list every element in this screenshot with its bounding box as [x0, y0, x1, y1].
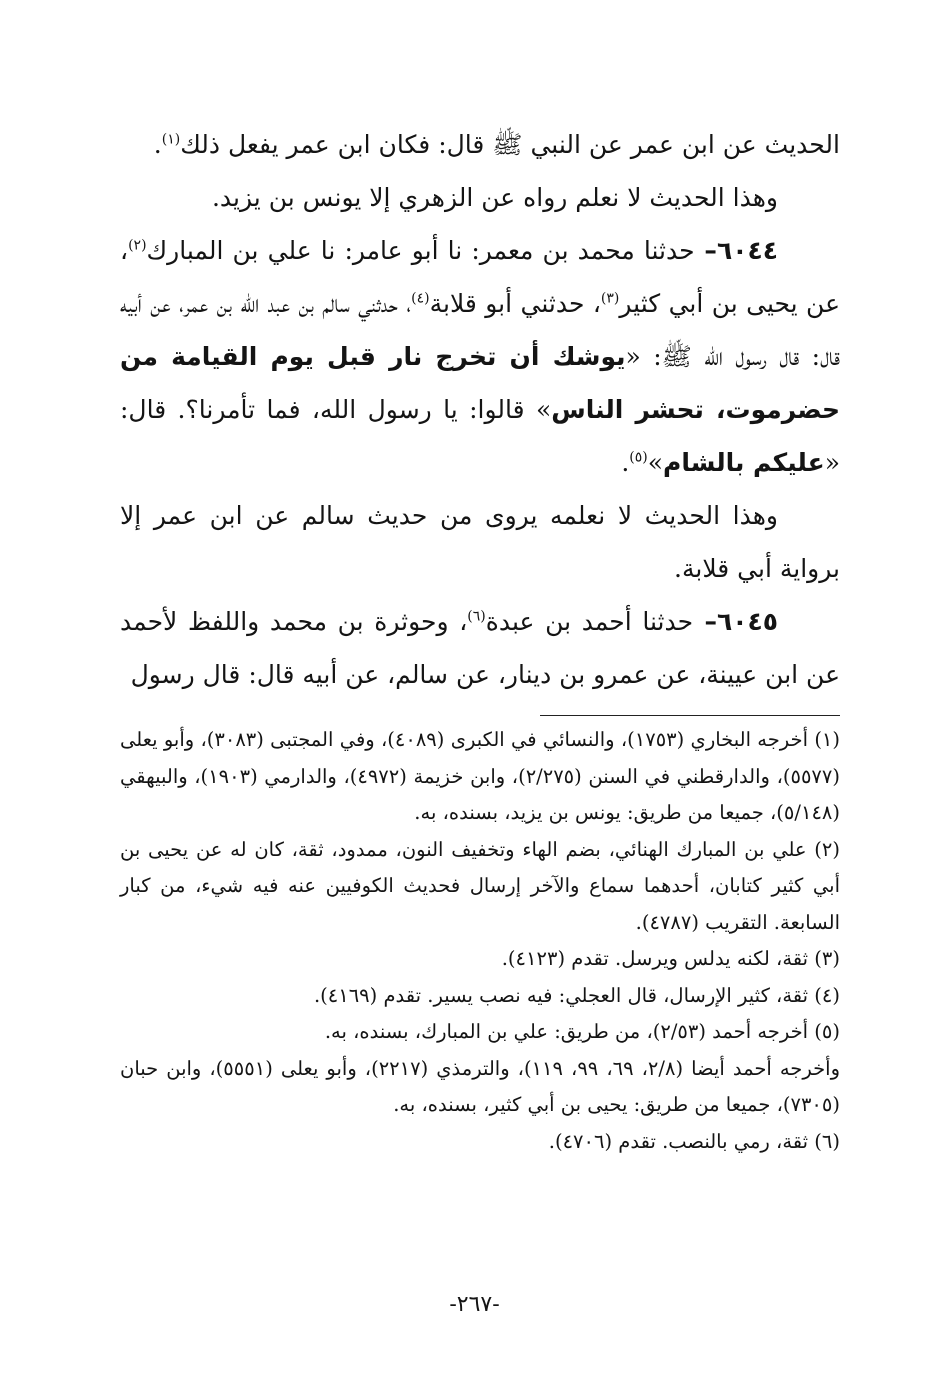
main-text [120, 118, 840, 701]
prophetic-saying: يوشك أن تخرج نار قبل يوم القيامة من حضرموت، تحشر الناس [120, 342, 840, 424]
footnote-text: (٦) ثقة، رمي بالنصب. تقدم (٤٧٠٦). [548, 1129, 840, 1153]
footnote-text: (٣) ثقة، لكنه يدلس ويرسل. تقدم (٤١٢٣). [501, 947, 840, 970]
footnote-6 [120, 1124, 840, 1161]
footnote-ref: (٦) [467, 608, 486, 625]
text-run: . [153, 130, 162, 159]
text-run: » قالوا: يا رسول الله، فما تأمرنا؟. قال: « [120, 395, 840, 477]
text-run: الحديث عن ابن عمر عن النبي ﷺ قال: فكان ابن عمر يفعل ذلك [180, 130, 840, 159]
footnote-divider-wrap [120, 715, 840, 716]
text-run: حدثنا محمد بن معمر: نا أبو عامر: نا علي بن المبارك [146, 236, 695, 265]
text-run: . [621, 448, 630, 477]
prophetic-saying: عليكم بالشام [663, 448, 825, 477]
text-run: حدثنا أحمد بن عبدة [485, 607, 694, 636]
footnote-5-continued [120, 1051, 840, 1124]
footnote-1 [120, 722, 840, 832]
footnote-4 [120, 978, 840, 1015]
paragraph [120, 489, 840, 595]
text-run: ، عن يحيى بن أبي كثير [120, 236, 840, 318]
hadith-6045 [120, 595, 840, 701]
footnote-ref: (٥) [629, 449, 648, 466]
hadith-dash: – [693, 607, 717, 636]
text-run: وهذا الحديث لا نعلم رواه عن الزهري إلا يونس بن يزيد. [211, 183, 778, 212]
paragraph [120, 171, 840, 224]
footnote-ref: (٣) [600, 290, 620, 307]
footnote-2 [120, 832, 840, 942]
footnote-text: (١) أخرجه البخاري (١٧٥٣)، والنسائي في الكبرى (٤٠٨٩)، وفي المجتبى (٣٠٨٣)، وأبو [163, 728, 841, 751]
footnote-text: يحيى بن أبي كثير كتابان، أحدهما سماع والآخر إرسال فحديث الكوفيين عنه فيه شيء، من كبار السابعة. التقريب (٤٧٨٧). [120, 837, 840, 934]
page-content [120, 118, 840, 1160]
page-number: -٢٦٧- [449, 1292, 500, 1317]
footnote-5 [120, 1014, 840, 1051]
hadith-6044 [120, 224, 840, 489]
hadith-number: ٦٠٤٥ [716, 607, 778, 636]
hadith-dash: – [694, 236, 717, 265]
text-run: وهذا الحديث لا نعلمه يروى من حديث سالم عن ابن عمر إلا برواية أبي قلابة. [120, 501, 840, 583]
text-run: ، حدثني أبو قلابة [429, 289, 601, 318]
text-run: » [647, 448, 664, 477]
paragraph [120, 118, 840, 171]
text-run: ، وحوثرة بن محمد واللفظ لأحمد عن ابن عيينة، عن عمرو بن دينار، عن سالم، عن أبيه قال: قال رسول [120, 607, 840, 689]
footnote-text: (٤) ثقة، كثير الإرسال، قال العجلي: فيه نصب يسير. تقدم (٤١٦٩). [313, 983, 840, 1007]
footnote-ref: (١) [161, 131, 181, 148]
text-run: ، حدثني سالم بن عبد الله بن عمر، عن أبيه قال: قال رسول الله ﷺ: « [120, 289, 840, 371]
footnote-3 [120, 941, 840, 978]
footnote-text: يعلى (٥٥٧٧)، والدارقطني في السنن (٢/٢٧٥)، وابن خزيمة (٤٩٧٢)، والدارمي (١٩٠٣)، والبيهقي (٥/١٤٨)، جميعا من طريق: يونس بن يزيد، بسنده، به. [120, 728, 840, 824]
footnote-text: (٥) أخرجه أحمد (٢/٥٣)، من طريق: علي بن المبارك، بسنده، به. [324, 1020, 840, 1043]
hadith-number: ٦٠٤٤ [716, 236, 778, 265]
footnote-ref: (٢) [128, 237, 147, 254]
footnote-divider [540, 715, 840, 716]
footnote-ref: (٤) [411, 290, 430, 307]
footnote-text: وأخرجه أحمد أيضا (٢/٨، ٦٩، ٩٩، ١١٩)، والترمذي (٢٢١٧)، وأبو يعلى (٥٥٥١)، وابن حبان (٧٣٠٥)، جميعا من طريق: يحيى بن أبي كثير، بسنده، به. [120, 1056, 841, 1116]
footnote-text: (٢) علي بن المبارك الهنائي، بضم الهاء وتخفيف النون، ممدود، ثقة، كان له عن [195, 837, 841, 861]
footnotes [120, 722, 840, 1160]
